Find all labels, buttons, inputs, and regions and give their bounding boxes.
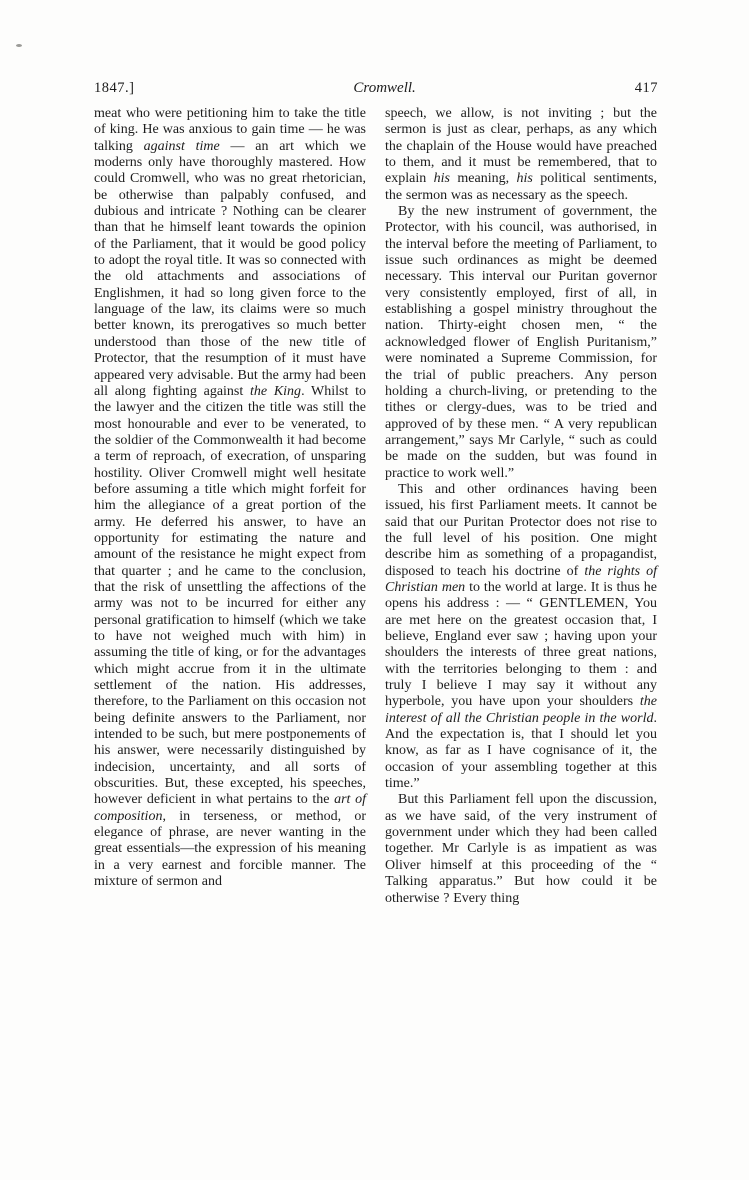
paragraph: But this Parliament fell upon the discussion, as we have said, of the very instrument of government under which they had been called together. Mr Carlyle is as impatient as was Oliver himself at this proceeding of the “ Talking apparatus.” But how could it be otherwise ? Every thing (385, 792, 657, 906)
page-header (94, 80, 658, 97)
page-content (94, 80, 658, 907)
paragraph: meat who were petitioning him to take the title of king. He was anxious to gain time — he was talking against time — an art which we moderns only have thoroughly mastered. How could Cromwell, who was no great rhetorician, be otherwise than palpably confused, and dubious and intricate ? Nothing can be clearer than that he himself leant towards the opinion of the Parliament, that it would be good policy to adopt the royal title. It was so connected with the old attachments and associations of Englishmen, it had so long given force to the language of the law, its claims were so much better known, its prerogatives so much better understood than those of the new title of Protector, that the resumption of it must have appeared very advisable. But the army had been all along fighting against the King. Whilst to the lawyer and the citizen the title was still the most honourable and ever to be venerated, to the soldier of the Commonwealth it had become a term of reproach, of execration, of unsparing hostility. Oliver Cromwell might well hesitate before assuming a title which might forfeit for him the allegiance of a great portion of the army. He deferred his answer, to have an opportunity for estimating the nature and amount of the resistance he might expect from that quarter ; and he came to the conclusion, that the risk of unsettling the affections of the army was not to be incurred for either any personal gratification to himself (which we take to have not weighed much with him) in assuming the title of king, or for the advantages which might accrue from it in the ultimate settlement of the nation. His addresses, therefore, to the Parliament on this occasion not being definite answers to the Parliament, nor intended to be such, but mere postponements of his answer, were necessarily distinguished by indecision, uncertainty, and all sorts of obscurities. But, these excepted, his speeches, however deficient in what pertains to the art of composition, in terseness, or method, or elegance of phrase, are never wanting in the great essentials—the expression of his meaning in a very earnest and forcible manner. The mixture of sermon and (94, 106, 366, 890)
paragraph: By the new instrument of government, the Protector, with his council, was authorised, in the interval before the meeting of Parliament, to issue such ordinances as might be deemed necessary. This interval our Puritan governor very consistently employed, first of all, in establishing a gospel ministry throughout the nation. Thirty-eight chosen men, “ the acknowledged flower of English Puritanism,” were nominated a Supreme Commission, for the trial of public preachers. Any person holding a church-living, or pretending to the tithes or clergy-dues, was to be tried and approved of by these men. “ A very republican arrangement,” says Mr Carlyle, “ such as could be made on the sudden, but was found in practice to work well.” (385, 204, 657, 481)
scan-artifact (16, 44, 22, 47)
column-left (94, 106, 366, 907)
paragraph: speech, we allow, is not inviting ; but the sermon is just as clear, perhaps, as any which the chaplain of the House would have preached to them, and it must be remembered, that to explain his meaning, his political sentiments, the sermon was as necessary as the speech. (385, 106, 657, 203)
column-right (385, 106, 657, 907)
page-title: Cromwell. (353, 80, 416, 96)
page-number: 417 (634, 80, 658, 96)
paragraph: This and other ordinances having been issued, his first Parliament meets. It cannot be said that our Puritan Protector does not rise to the full level of his position. One might describe him as something of a propagandist, disposed to teach his doctrine of the rights of Christian men to the world at large. It is thus he opens his address : — “ GENTLEMEN, You are met here on the greatest occasion that, I believe, England ever saw ; having upon your shoulders the interests of three great nations, with the territories belonging to them : and truly I believe I may say it without any hyperbole, you have upon your shoulders the interest of all the Christian people in the world. And the expectation is, that I should let you know, as far as I have cognisance of it, the occasion of your assembling together at this time.” (385, 481, 657, 792)
text-columns (94, 106, 658, 907)
header-year: 1847.] (94, 80, 135, 96)
